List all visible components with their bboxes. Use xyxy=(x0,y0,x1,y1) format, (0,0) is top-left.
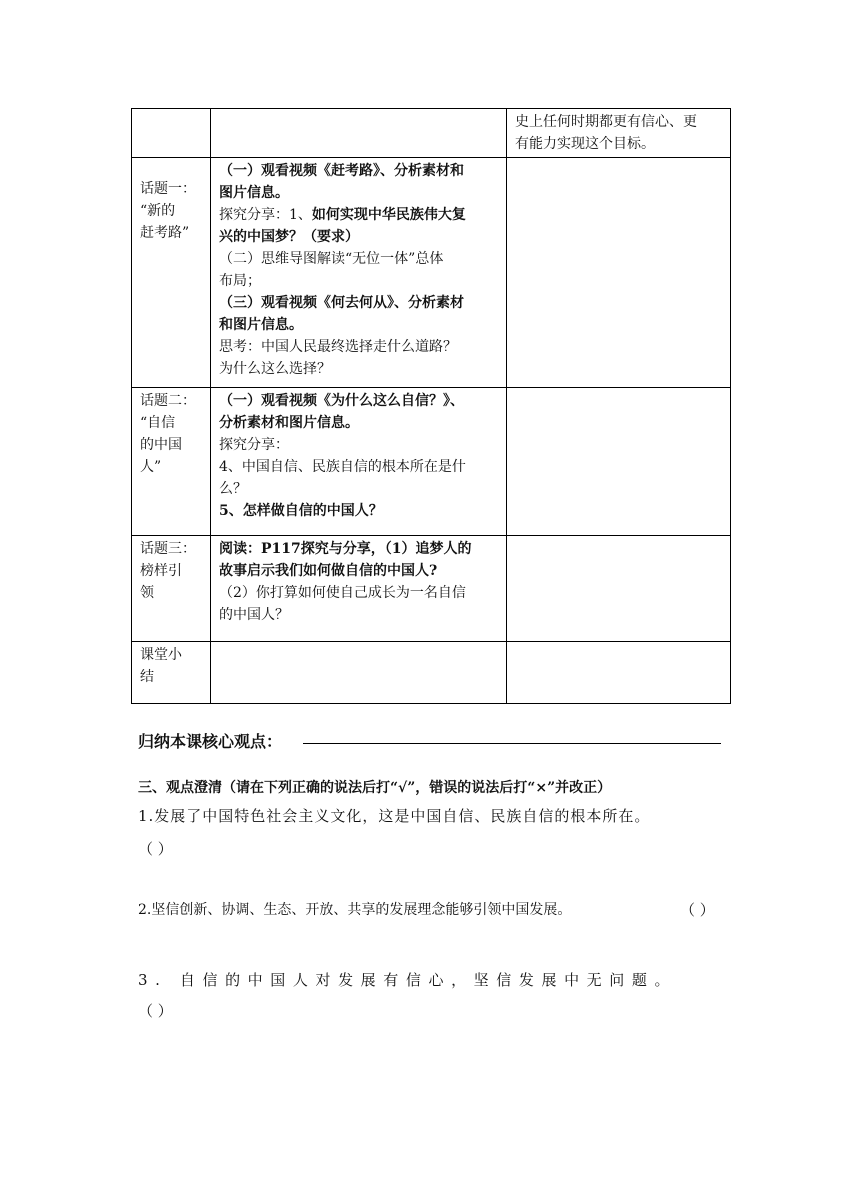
table-row xyxy=(132,388,731,536)
table-cell xyxy=(132,109,211,158)
table-cell xyxy=(507,536,731,642)
activity-line: 阅读：P117探究与分享，（1）追梦人的 xyxy=(219,541,472,557)
activity-line: 和图片信息。 xyxy=(219,317,303,333)
activity-line: 故事启示我们如何做自信的中国人? xyxy=(219,563,438,579)
table-cell xyxy=(507,158,731,388)
table-row xyxy=(132,158,731,388)
activity-line: 4、中国自信、民族自信的根本所在是什 xyxy=(219,459,466,475)
topic-label: 的中国 xyxy=(140,437,182,453)
topic-label: 课堂小 xyxy=(140,647,182,663)
topic-label: 领 xyxy=(140,585,154,601)
activity-line: 分析素材和图片信息。 xyxy=(219,415,359,431)
activity-line: （二）思维导图解读“无位一体”总体 xyxy=(219,251,444,267)
activity-line: （一）观看视频《赶考路》、分析素材和 xyxy=(219,163,464,179)
answer-parens-1[interactable]: （ ） xyxy=(138,840,173,858)
topic-label: 话题一： xyxy=(140,181,196,197)
topic-label-cell xyxy=(132,642,211,704)
table-row xyxy=(132,642,731,704)
answer-parens-2[interactable]: （ ） xyxy=(680,901,715,919)
activity-line: 5、怎样做自信的中国人？ xyxy=(219,503,383,519)
activity-line: 为什么这么选择？ xyxy=(219,361,331,377)
topic-label-cell xyxy=(132,388,211,536)
topic-label: 话题二： xyxy=(140,393,196,409)
statement-3: 3. 自信的中国人对发展有信心，坚信发展中无问题。 xyxy=(138,971,678,989)
activity-line: 的中国人？ xyxy=(219,607,289,623)
activity-line: 探究分享： xyxy=(219,437,289,453)
summary-label: 归纳本课核心观点： xyxy=(138,732,283,751)
summary-answer-line[interactable] xyxy=(303,743,721,744)
activity-line: 兴的中国梦？（要求） xyxy=(219,229,359,245)
activity-line xyxy=(219,204,500,226)
table-row xyxy=(132,536,731,642)
topic-label: “新的 xyxy=(140,203,176,219)
topic-label: 话题三： xyxy=(140,541,196,557)
cell-text: 有能力实现这个目标。 xyxy=(515,136,655,152)
activity-line: （2）你打算如何使自己成长为一名自信 xyxy=(219,585,466,601)
activity-line-head: 探究分享：1、 xyxy=(219,207,312,223)
table-row xyxy=(132,109,731,158)
cell-text: 史上任何时期都更有信心、更 xyxy=(515,114,697,130)
activity-cell xyxy=(211,388,507,536)
topic-label: “自信 xyxy=(140,415,176,431)
activity-line-tail: 如何实现中华民族伟大复 xyxy=(311,207,466,223)
activity-line: 布局； xyxy=(219,273,261,289)
topic-label-cell xyxy=(132,536,211,642)
topic-label: 榜样引 xyxy=(140,563,182,579)
activity-line: 图片信息。 xyxy=(219,185,289,201)
topic-label: 结 xyxy=(140,669,154,685)
statement-2: 2.坚信创新、协调、生态、开放、共享的发展理念能够引领中国发展。 xyxy=(138,902,572,918)
table-cell xyxy=(211,642,507,704)
activity-cell xyxy=(211,158,507,388)
lesson-plan-table xyxy=(131,108,731,704)
table-cell xyxy=(507,388,731,536)
topic-label-cell xyxy=(132,158,211,388)
activity-line: （一）观看视频《为什么这么自信？》、 xyxy=(219,393,464,409)
activity-cell xyxy=(211,536,507,642)
answer-parens-3[interactable]: （ ） xyxy=(138,1002,173,1020)
activity-line: 思考：中国人民最终选择走什么道路？ xyxy=(219,339,457,355)
statement-1: 1.发展了中国特色社会主义文化，这是中国自信、民族自信的根本所在。 xyxy=(138,807,651,825)
activity-line: （三）观看视频《何去何从》、分析素材 xyxy=(219,295,464,311)
topic-label: 赶考路” xyxy=(140,225,190,241)
table-cell xyxy=(507,109,731,158)
table-cell xyxy=(211,109,507,158)
activity-line: 么？ xyxy=(219,481,247,497)
section3-heading: 三、观点澄清（请在下列正确的说法后打“√”，错误的说法后打“×”并改正） xyxy=(138,780,612,796)
table-cell xyxy=(507,642,731,704)
topic-label: 人” xyxy=(140,459,162,475)
